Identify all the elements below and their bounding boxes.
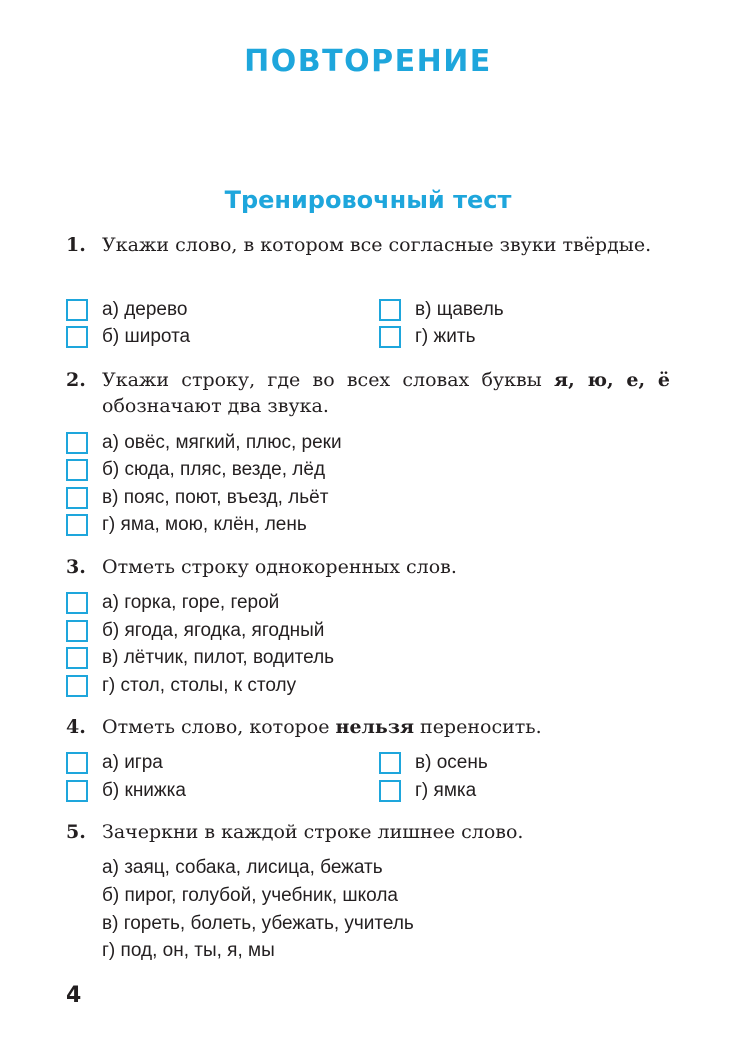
option-label: а) дерево — [102, 299, 188, 320]
answer-checkbox[interactable] — [66, 780, 88, 802]
option-label: б) сюда, пляс, везде, лёд — [102, 459, 326, 480]
answer-checkbox[interactable] — [379, 752, 401, 774]
option-label: в) пояс, поют, въезд, льёт — [102, 487, 329, 508]
question-text: Укажи слово, в котором все согласные звуки твёрдые. — [102, 234, 652, 256]
option-label: г) стол, столы, к столу — [102, 675, 297, 696]
answer-checkbox[interactable] — [66, 675, 88, 697]
answer-checkbox[interactable] — [66, 459, 88, 481]
option-label: а) горка, горе, герой — [102, 592, 280, 613]
question-4 — [66, 714, 670, 740]
option-label: б) ягода, ягодка, ягодный — [102, 620, 325, 641]
option-label: а) заяц, собака, лисица, бежать — [102, 857, 383, 878]
answer-checkbox[interactable] — [379, 299, 401, 321]
question-2 — [66, 367, 670, 419]
question-number: 3. — [66, 556, 86, 578]
question-text: Зачеркни в каждой строке лишнее слово. — [102, 821, 524, 843]
question-number: 4. — [66, 716, 86, 738]
question-number: 2. — [66, 369, 86, 391]
option-label: б) широта — [102, 326, 191, 347]
answer-checkbox[interactable] — [66, 487, 88, 509]
option-label: а) овёс, мягкий, плюс, реки — [102, 432, 342, 453]
answer-checkbox[interactable] — [66, 514, 88, 536]
answer-checkbox[interactable] — [379, 326, 401, 348]
answer-checkbox[interactable] — [66, 299, 88, 321]
option-label: в) лётчик, пилот, водитель — [102, 647, 335, 668]
question-number: 5. — [66, 821, 86, 843]
answer-checkbox[interactable] — [66, 592, 88, 614]
option-label: г) яма, мою, клён, лень — [102, 514, 307, 535]
option-label: б) пирог, голубой, учебник, школа — [102, 885, 398, 906]
page-number: 4 — [66, 983, 82, 1008]
test-title: Тренировочный тест — [224, 186, 512, 214]
answer-checkbox[interactable] — [66, 647, 88, 669]
answer-checkbox[interactable] — [66, 620, 88, 642]
question-text: Укажи строку, где во всех словах буквы я, ю, е, ё обозначают два звука. — [102, 369, 671, 417]
answer-checkbox[interactable] — [66, 326, 88, 348]
answer-checkbox[interactable] — [66, 752, 88, 774]
option-label: б) книжка — [102, 780, 186, 801]
answer-checkbox[interactable] — [66, 432, 88, 454]
option-label: а) игра — [102, 752, 163, 773]
option-label: г) ямка — [415, 780, 477, 801]
answer-checkbox[interactable] — [379, 780, 401, 802]
question-text: Отметь слово, которое нельзя переносить. — [102, 716, 542, 738]
option-label: в) осень — [415, 752, 488, 773]
question-1 — [66, 232, 670, 258]
question-text: Отметь строку однокоренных слов. — [102, 556, 457, 578]
question-3 — [66, 554, 670, 580]
section-title: ПОВТОРЕНИЕ — [244, 44, 492, 79]
option-label: г) жить — [415, 326, 476, 347]
option-label: в) щавель — [415, 299, 504, 320]
option-label: в) гореть, болеть, убежать, учитель — [102, 913, 414, 934]
option-label: г) под, он, ты, я, мы — [102, 940, 275, 961]
question-number: 1. — [66, 234, 86, 256]
question-5 — [66, 819, 670, 845]
